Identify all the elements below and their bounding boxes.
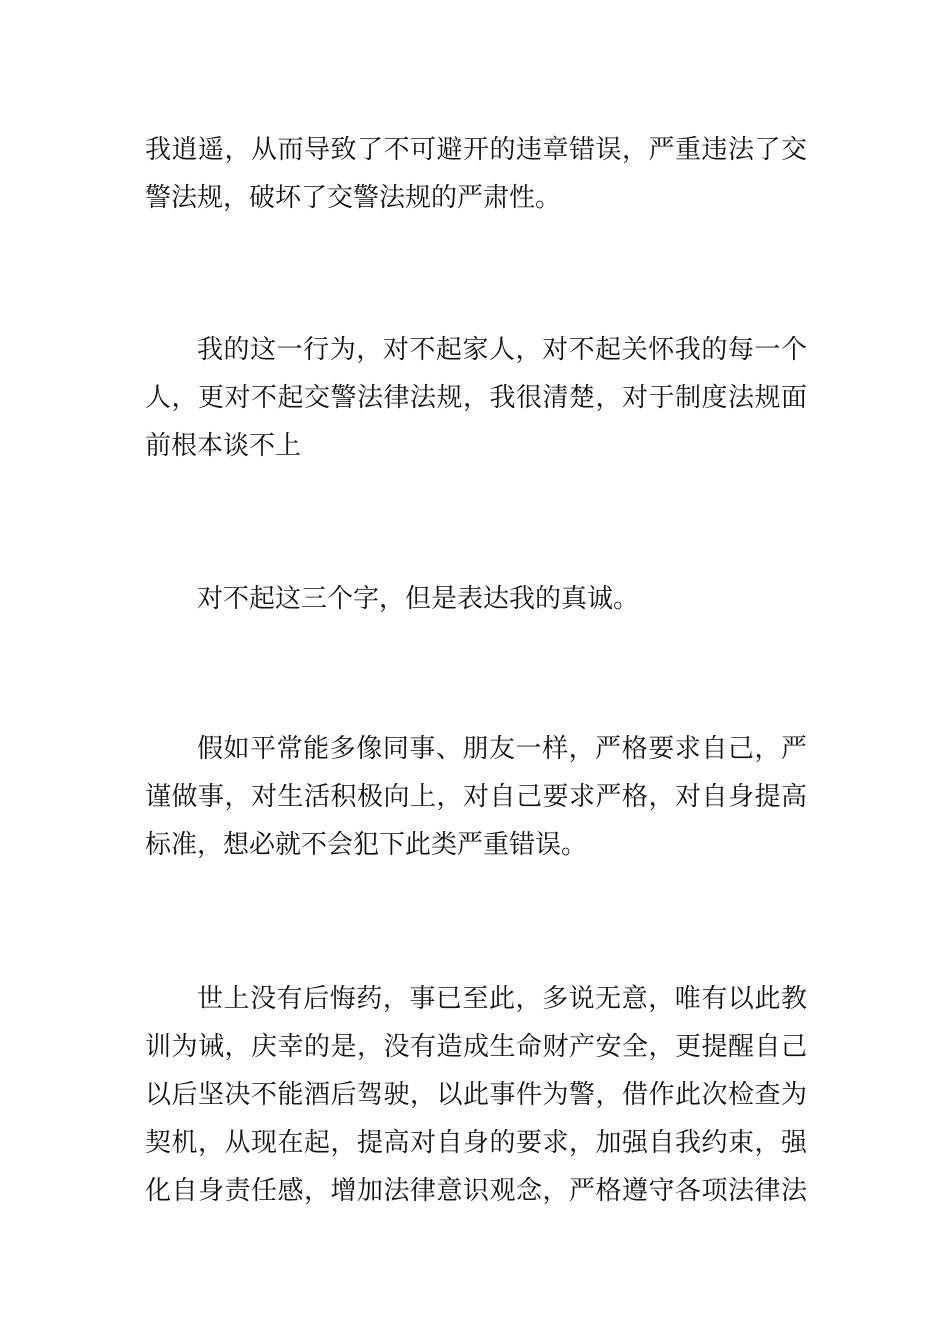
text-line: 契机，从现在起，提高对自身的要求，加强自我约束，强 [145, 1128, 807, 1158]
text-line: 标准，想必就不会犯下此类严重错误。 [145, 830, 588, 860]
text-line: 我的这一行为，对不起家人，对不起关怀我的每一个 [197, 335, 807, 365]
text-line: 警法规，破坏了交警法规的严肃性。 [145, 183, 562, 213]
text-line: 人，更对不起交警法律法规，我很清楚，对于制度法规面 [145, 383, 807, 413]
text-line: 世上没有后悔药，事已至此，多说无意，唯有以此教 [197, 984, 807, 1014]
text-line: 前根本谈不上 [145, 431, 302, 461]
text-line: 我逍遥，从而导致了不可避开的违章错误，严重违法了交 [145, 135, 807, 165]
text-line: 训为诫，庆幸的是，没有造成生命财产安全，更提醒自己 [145, 1032, 807, 1062]
text-line: 化自身责任感，增加法律意识观念，严格遵守各项法律法 [145, 1176, 807, 1206]
text-line: 谨做事，对生活积极向上，对自己要求严格，对自身提高 [145, 782, 807, 812]
text-line: 对不起这三个字，但是表达我的真诚。 [197, 584, 640, 614]
text-line: 假如平常能多像同事、朋友一样，严格要求自己，严 [197, 734, 807, 764]
text-line: 以后坚决不能酒后驾驶，以此事件为警，借作此次检查为 [145, 1080, 807, 1110]
